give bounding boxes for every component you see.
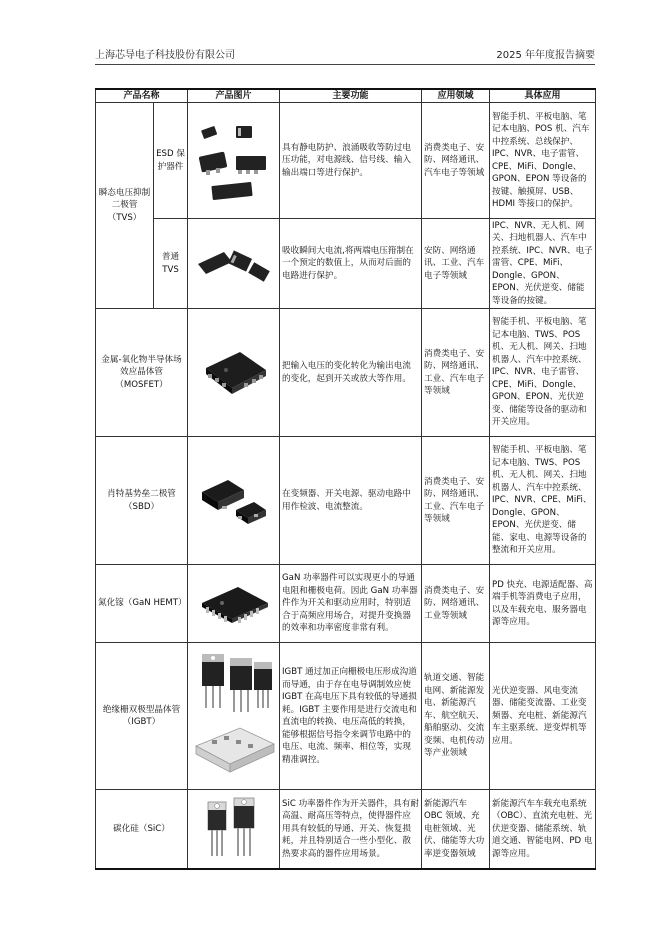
fields-cell: 消费类电子、安防、网络通讯、工业等领域: [422, 565, 490, 643]
category-cell: 绝缘栅双极型晶体管（IGBT）: [96, 643, 188, 790]
page-header: [95, 46, 595, 64]
report-title: 2025 年年度报告摘要: [496, 50, 595, 61]
table-row: [96, 565, 596, 643]
col-header-fields: 应用领域: [422, 89, 490, 103]
fields-cell: 新能源汽车 OBC 领域、充电桩领域、光伏、储能等大功率逆变器领域: [422, 790, 490, 869]
function-cell: 把输入电压的变化转化为输出电流的变化，起到开关或放大等作用。: [280, 309, 422, 437]
function-cell: 吸收瞬间大电流,将两端电压箝制在一个预定的数值上，从而对后面的电路进行保护。: [280, 219, 422, 309]
product-table: [95, 88, 596, 870]
table-row: [96, 437, 596, 565]
col-header-function: 主要功能: [280, 89, 422, 103]
function-cell: IGBT 通过加正向栅极电压形成沟道而导通，由于存在电导调制效应使 IGBT 在高电压下具有较低的导通损耗。IGBT 主要作用是进行交流电和直流电的转换、电压高低的转换，能够根据信号指令来调节电路中的电压、电流、频率、相位等，实现精准调控。: [280, 643, 422, 790]
subcategory-cell: 普通 TVS: [154, 219, 188, 309]
table-row: [96, 643, 596, 790]
specific-cell: 光伏逆变器、风电变流器、储能变流器、工业变频器、充电桩、新能源汽车主驱系统、逆变焊机等应用。: [490, 643, 596, 790]
function-cell: 具有静电防护、浪涌吸收等防过电压功能，对电源线、信号线、输入输出端口等进行保护。: [280, 103, 422, 219]
col-header-image: 产品图片: [188, 89, 280, 103]
table-row: [96, 103, 596, 219]
fields-cell: 安防、网络通讯、工业、汽车电子等领域: [422, 219, 490, 309]
function-cell: 在变频器、开关电源、驱动电路中用作检波、电流整流。: [280, 437, 422, 565]
function-cell: SiC 功率器件作为开关器件，具有耐高温、耐高压等特点，使得器件应用具有较低的导通、开关、恢复损耗，并且特别适合一些小型化、散热要求高的器件应用场景。: [280, 790, 422, 869]
header-rule: [95, 64, 595, 65]
fields-cell: 轨道交通、智能电网、新能源发电、新能源汽车、航空航天、船舶驱动、交流变频、电机传动等产业领域: [422, 643, 490, 790]
sbd-package-icon: [188, 437, 280, 565]
function-cell: GaN 功率器件可以实现更小的导通电阻和栅极电荷。因此 GaN 功率器件作为开关和驱动应用时，特别适合于高频应用场合，对提升变换器的效率和功率密度非常有利。: [280, 565, 422, 643]
table-row: [96, 309, 596, 437]
col-header-specific: 具体应用: [490, 89, 596, 103]
category-cell: 氮化镓（GaN HEMT）: [96, 565, 188, 643]
specific-cell: 智能手机、平板电脑、笔记本电脑、POS 机、汽车中控系统、总线保护、IPC、NVR、电子雷管、CPE、MiFi、Dongle、GPON、EPON 等设备的按键、触摸屏、USB、HDMI 等接口的保护。: [490, 103, 596, 219]
fields-cell: 消费类电子、安防、网络通讯、工业、汽车电子等领域: [422, 309, 490, 437]
igbt-module-icon: [188, 643, 280, 790]
category-cell: 碳化硅（SiC）: [96, 790, 188, 869]
company-name: 上海芯导电子科技股份有限公司: [95, 50, 235, 61]
sic-to247-icon: [188, 790, 280, 869]
specific-cell: IPC、NVR、无人机、网关、扫地机器人、汽车中控系统、IPC、NVR、电子雷管、CPE、MiFi、Dongle、GPON、EPON、光伏逆变、储能等设备的按键。: [490, 219, 596, 309]
tvs-diode-icon: [188, 219, 280, 309]
category-cell: 瞬态电压抑制二极管（TVS）: [96, 103, 154, 309]
mosfet-package-icon: [188, 309, 280, 437]
table-row: [96, 790, 596, 869]
category-cell: 肖特基势垒二极管（SBD）: [96, 437, 188, 565]
esd-chip-icon: [188, 103, 280, 219]
table-header-row: [96, 89, 596, 103]
fields-cell: 消费类电子、安防、网络通讯、工业、汽车电子等领域: [422, 437, 490, 565]
fields-cell: 消费类电子、安防、网络通讯、汽车电子等领域: [422, 103, 490, 219]
specific-cell: 新能源汽车车载充电系统（OBC）、直流充电桩、光伏逆变器、储能系统、轨道交通、智能电网、PD 电源等应用。: [490, 790, 596, 869]
gan-package-icon: [188, 565, 280, 643]
specific-cell: 智能手机、平板电脑、笔记本电脑、TWS、POS 机、无人机、网关、扫地机器人、汽车中控系统、IPC、NVR、CPE、MiFi、Dongle、GPON、EPON、光伏逆变、储能、家电、电源等设备的整流和开关应用。: [490, 437, 596, 565]
specific-cell: 智能手机、平板电脑、笔记本电脑、TWS、POS 机、无人机、网关、扫地机器人、汽车中控系统、IPC、NVR、电子雷管、CPE、MiFi、Dongle、GPON、EPON、光伏逆变、储能等设备的驱动和开关应用。: [490, 309, 596, 437]
col-header-name: 产品名称: [96, 89, 188, 103]
specific-cell: PD 快充、电源适配器、高端手机等消费电子应用，以及车载充电、服务器电源等应用。: [490, 565, 596, 643]
subcategory-cell: ESD 保护器件: [154, 103, 188, 219]
table-row: [96, 219, 596, 309]
category-cell: 金属-氧化物半导体场效应晶体管（MOSFET）: [96, 309, 188, 437]
